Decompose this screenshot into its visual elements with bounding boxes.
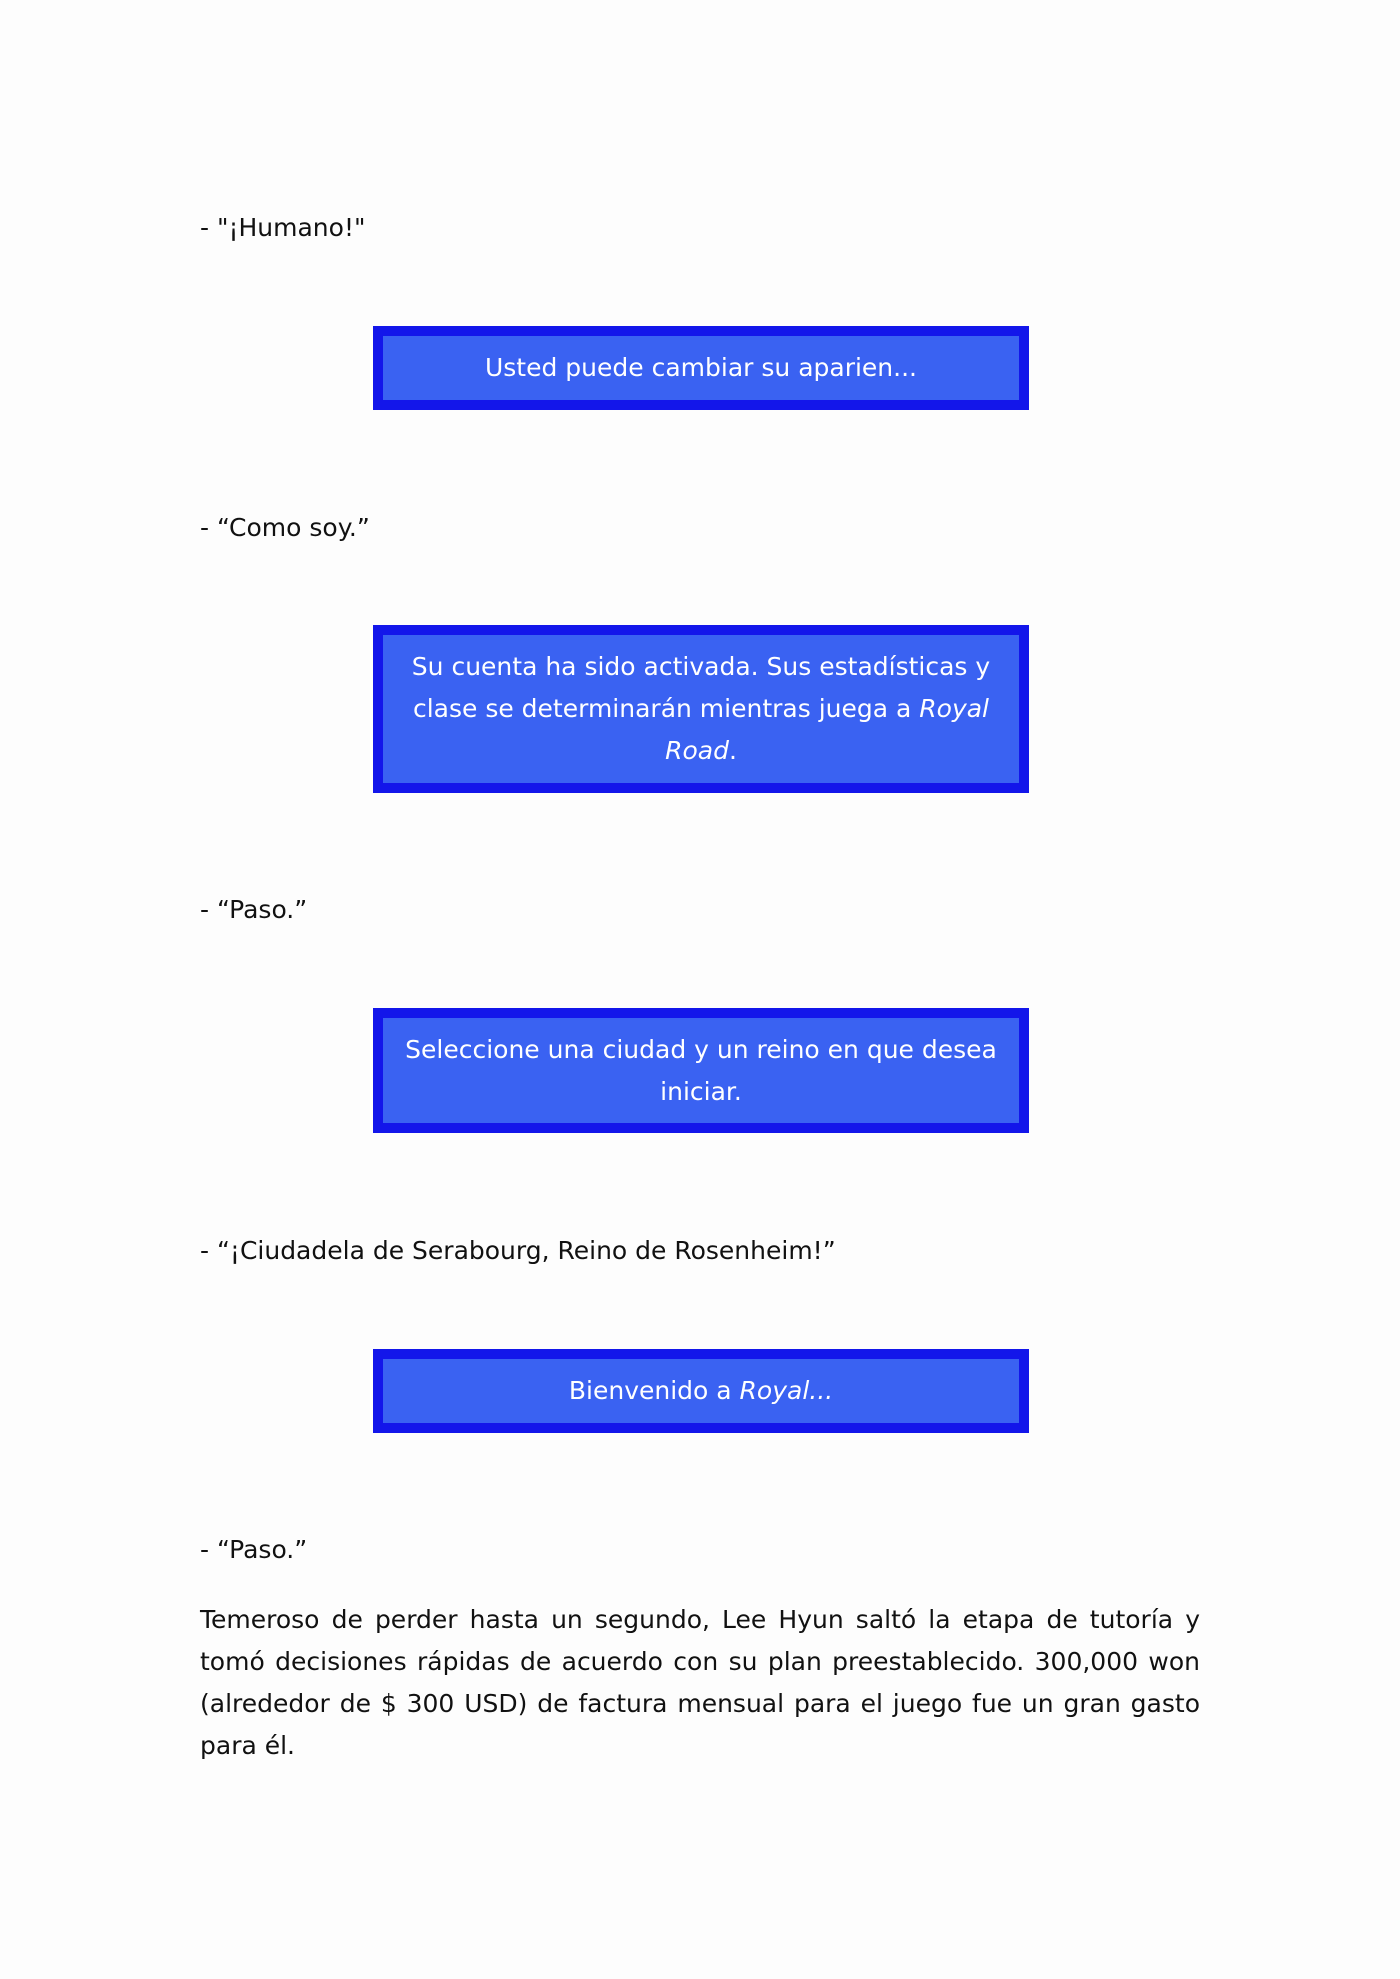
- game-title-emphasis: Royal Road: [665, 694, 990, 765]
- dialogue-line-ciudadela: - “¡Ciudadela de Serabourg, Reino de Rosenheim!”: [200, 1236, 836, 1265]
- system-message-select-city: [373, 1008, 1029, 1133]
- system-message-text-part: Su cuenta ha sido activada. Sus estadísticas y clase se determinarán mientras juega a: [411, 652, 991, 723]
- system-message-text-part: .: [728, 736, 737, 765]
- system-message-account-activated: [373, 625, 1029, 793]
- system-message-text-part: Bienvenido a: [568, 1376, 740, 1405]
- system-message-welcome: [373, 1349, 1029, 1433]
- system-message-appearance: [373, 326, 1029, 410]
- system-message-text: [569, 1370, 833, 1412]
- narrative-paragraph: Temeroso de perder hasta un segundo, Lee Hyun saltó la etapa de tutoría y tomó decisiones rápidas de acuerdo con su plan preestablecido. 300,000 won (alrededor de $ 300 USD) de factura mensual para el juego fue un gran gasto para él.: [200, 1605, 1200, 1760]
- system-message-text: Seleccione una ciudad y un reino en que desea iniciar.: [405, 1034, 997, 1106]
- dialogue-line-como-soy: - “Como soy.”: [200, 513, 370, 542]
- game-title-emphasis: Royal...: [739, 1376, 834, 1405]
- dialogue-line-humano: - "¡Humano!": [200, 213, 366, 242]
- system-message-text: Usted puede cambiar su aparien...: [484, 353, 917, 382]
- dialogue-line-paso-2: - “Paso.”: [200, 1535, 308, 1564]
- system-message-text: [401, 646, 1001, 772]
- dialogue-line-paso: - “Paso.”: [200, 895, 308, 924]
